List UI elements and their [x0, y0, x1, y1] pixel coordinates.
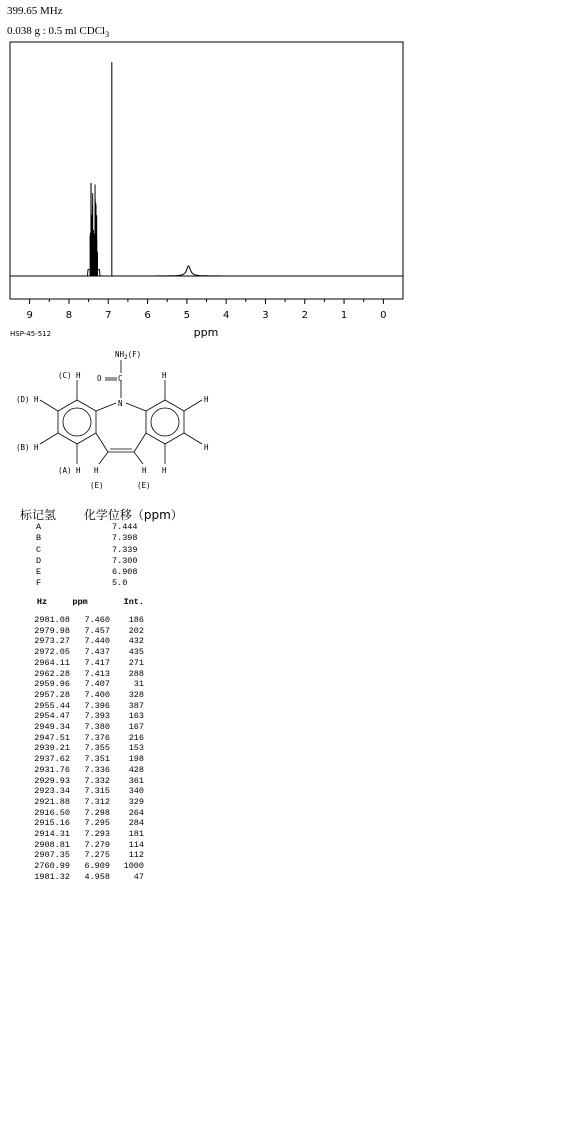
int-cell: 216 — [128, 732, 144, 743]
table-row — [22, 701, 144, 712]
int-cell: 340 — [128, 786, 144, 797]
shift-value: 7.444 — [112, 522, 138, 532]
bond — [184, 400, 202, 411]
x-tick-label: 6 — [144, 310, 151, 321]
shift-value: 7.339 — [112, 544, 138, 555]
hz-cell: 2907.35 — [34, 850, 70, 861]
bond — [40, 400, 58, 411]
int-cell: 167 — [128, 722, 144, 733]
hz-cell: 2921.88 — [34, 796, 70, 807]
hz-cell: 2916.50 — [34, 807, 70, 818]
e-tag-left: (E) — [90, 481, 104, 490]
shift-value: 5.0 — [112, 578, 128, 589]
peak-table — [22, 597, 144, 883]
shift-label: E — [36, 567, 42, 578]
ppm-cell: 7.279 — [84, 839, 110, 850]
table-row — [22, 840, 144, 851]
ppm-cell: 7.417 — [84, 657, 110, 668]
int-cell: 202 — [128, 625, 144, 636]
ppm-cell: 7.400 — [84, 689, 110, 700]
peak-table-body — [22, 615, 144, 883]
ppm-header: ppm — [72, 597, 88, 607]
int-cell: 112 — [128, 850, 144, 861]
table-row — [22, 808, 144, 819]
shift-table-header — [20, 506, 183, 523]
int-cell: 271 — [128, 657, 144, 668]
ppm-cell: 7.460 — [84, 615, 110, 625]
peaks-group — [90, 62, 112, 276]
shift-label: F — [36, 578, 42, 589]
int-cell: 181 — [128, 829, 144, 840]
left-ring-aromatic-circle — [63, 408, 91, 436]
int-cell: 288 — [128, 668, 144, 679]
table-row — [22, 658, 144, 669]
table-row — [22, 636, 144, 647]
sample-code: HSP-45-512 — [10, 330, 52, 338]
hz-cell: 2959.96 — [34, 679, 70, 690]
table-row — [22, 711, 144, 722]
x-tick-label: 7 — [105, 310, 112, 321]
table-row — [22, 754, 144, 765]
hz-cell: 2947.51 — [34, 732, 70, 743]
hz-cell: 2929.93 — [34, 775, 70, 786]
shift-value: 7.398 — [112, 533, 138, 544]
shift-row — [36, 556, 138, 567]
hz-cell: 2955.44 — [34, 700, 70, 711]
table-row — [22, 722, 144, 733]
int-cell: 1000 — [123, 861, 144, 872]
h-label: H — [162, 466, 167, 475]
bond — [40, 433, 58, 444]
hz-cell: 2949.34 — [34, 722, 70, 733]
shift-label: C — [36, 544, 42, 555]
sample-prefix: 0.038 g : 0.5 ml CDCl — [7, 25, 106, 37]
int-cell: 361 — [128, 775, 144, 786]
x-tick-label: 2 — [301, 310, 308, 321]
hz-cell: 2981.08 — [34, 615, 70, 625]
h-label-c: (C) H — [58, 371, 81, 380]
table-row — [22, 829, 144, 840]
ppm-cell: 7.298 — [84, 807, 110, 818]
nitrogen-label: N — [118, 399, 123, 408]
int-cell: 153 — [128, 743, 144, 754]
bond — [96, 433, 108, 452]
shift-value: 6.908 — [112, 567, 138, 578]
bond — [134, 452, 143, 464]
hz-header: Hz — [36, 597, 48, 607]
int-cell: 387 — [128, 700, 144, 711]
table-row — [22, 690, 144, 701]
int-cell: 284 — [128, 818, 144, 829]
table-row — [22, 861, 144, 872]
table-row — [22, 797, 144, 808]
ppm-cell: 7.351 — [84, 754, 110, 765]
table-row — [22, 647, 144, 658]
ppm-cell: 7.293 — [84, 829, 110, 840]
ppm-cell: 7.407 — [84, 679, 110, 690]
h-label-d: (D) H — [16, 395, 39, 404]
hz-cell: 2962.28 — [34, 668, 70, 679]
ppm-cell: 7.380 — [84, 722, 110, 733]
hz-cell: 2973.27 — [34, 636, 70, 647]
x-tick-label: 3 — [262, 310, 269, 321]
bond — [126, 403, 146, 411]
table-row — [22, 872, 144, 883]
shift-table — [36, 522, 138, 590]
shift-label: A — [36, 522, 42, 532]
int-cell: 114 — [128, 839, 144, 850]
ppm-cell: 7.440 — [84, 636, 110, 647]
bond — [184, 433, 202, 444]
x-tick-label: 8 — [65, 310, 73, 321]
int-header: Int. — [123, 597, 144, 607]
table-row — [22, 615, 144, 626]
ppm-cell: 4.958 — [84, 871, 110, 882]
x-axis-label: ppm — [193, 326, 219, 339]
hz-cell: 2972.05 — [34, 647, 70, 658]
nmr-spectrum-chart — [0, 0, 570, 345]
int-cell: 264 — [128, 807, 144, 818]
shift-value: 7.300 — [112, 555, 138, 566]
hz-cell: 2957.28 — [34, 689, 70, 700]
nh2-label: $NH_2(F)$ — [115, 350, 142, 361]
table-row — [22, 669, 144, 680]
carbon-label: C — [118, 374, 123, 383]
int-cell: 163 — [128, 711, 144, 722]
h-label: H — [204, 395, 209, 404]
hz-cell: 2914.31 — [34, 829, 70, 840]
hz-cell: 2760.99 — [34, 861, 70, 872]
bond — [99, 452, 108, 464]
hz-cell: 2937.62 — [34, 754, 70, 765]
sample-subscript: 3 — [105, 30, 110, 40]
x-axis-ticks — [26, 299, 386, 321]
bond — [134, 433, 146, 452]
oxygen-label: O — [97, 374, 102, 383]
e-tag-right: (E) — [137, 481, 151, 490]
int-cell: 328 — [128, 689, 144, 700]
molecule-structure — [0, 340, 230, 500]
h-label-a: (A) H — [58, 466, 81, 475]
left-benzene-ring — [58, 400, 96, 444]
spectrometer-frequency: 399.65 MHz — [7, 5, 63, 17]
hz-cell: 2915.16 — [34, 818, 70, 829]
peak-table-header — [22, 597, 144, 607]
hz-cell: 2939.21 — [34, 743, 70, 754]
ppm-cell: 7.457 — [84, 625, 110, 636]
int-cell: 47 — [133, 871, 144, 882]
h-label: H — [204, 443, 209, 452]
int-cell: 428 — [128, 764, 144, 775]
ppm-cell: 7.376 — [84, 732, 110, 743]
shift-row — [36, 522, 138, 533]
int-cell: 198 — [128, 754, 144, 765]
table-row — [22, 626, 144, 637]
col-shift-header: 化学位移（ppm） — [83, 508, 183, 522]
shift-label: B — [36, 533, 42, 544]
ppm-cell: 7.332 — [84, 775, 110, 786]
shift-row — [36, 545, 138, 556]
shift-row — [36, 578, 138, 589]
hz-cell: 2908.81 — [34, 839, 70, 850]
h-label-b: (B) H — [16, 443, 39, 452]
x-tick-label: 5 — [183, 310, 191, 321]
int-cell: 435 — [128, 647, 144, 658]
bond — [96, 403, 116, 411]
h-label-vinyl-right: H — [142, 466, 147, 475]
table-row — [22, 733, 144, 744]
hz-cell: 2954.47 — [34, 711, 70, 722]
h-label: H — [162, 371, 167, 380]
table-row — [22, 850, 144, 861]
table-row — [22, 818, 144, 829]
table-row — [22, 679, 144, 690]
right-ring-aromatic-circle — [151, 408, 179, 436]
hz-cell: 2964.11 — [34, 657, 70, 668]
hz-cell: 1981.32 — [34, 871, 70, 882]
ppm-cell: 7.437 — [84, 647, 110, 658]
int-cell: 31 — [133, 679, 144, 690]
ppm-cell: 7.396 — [84, 700, 110, 711]
table-row — [22, 743, 144, 754]
table-row — [22, 765, 144, 776]
x-tick-label: 9 — [26, 310, 33, 321]
right-benzene-ring — [146, 400, 184, 444]
ppm-cell: 7.315 — [84, 786, 110, 797]
shift-label: D — [36, 555, 42, 566]
ppm-cell: 7.295 — [84, 818, 110, 829]
x-tick-label: 0 — [380, 310, 387, 321]
spectrum-trace — [10, 266, 403, 276]
x-tick-label: 1 — [340, 310, 348, 321]
ppm-cell: 7.312 — [84, 796, 110, 807]
hz-cell: 2931.76 — [34, 764, 70, 775]
ppm-cell: 7.355 — [84, 743, 110, 754]
shift-row — [36, 567, 138, 578]
h-label-vinyl-left: H — [94, 466, 99, 475]
shift-row — [36, 533, 138, 544]
int-cell: 432 — [128, 636, 144, 647]
table-row — [22, 786, 144, 797]
hz-cell: 2979.98 — [34, 625, 70, 636]
x-tick-label: 4 — [222, 310, 230, 321]
ppm-cell: 7.393 — [84, 711, 110, 722]
ppm-cell: 6.909 — [84, 861, 110, 872]
hz-cell: 2923.34 — [34, 786, 70, 797]
int-cell: 329 — [128, 796, 144, 807]
ppm-cell: 7.413 — [84, 668, 110, 679]
ppm-cell: 7.336 — [84, 764, 110, 775]
int-cell: 186 — [128, 615, 144, 625]
table-row — [22, 776, 144, 787]
plot-frame — [10, 42, 403, 299]
ppm-cell: 7.275 — [84, 850, 110, 861]
col-label-header: 标记氢 — [20, 508, 57, 522]
